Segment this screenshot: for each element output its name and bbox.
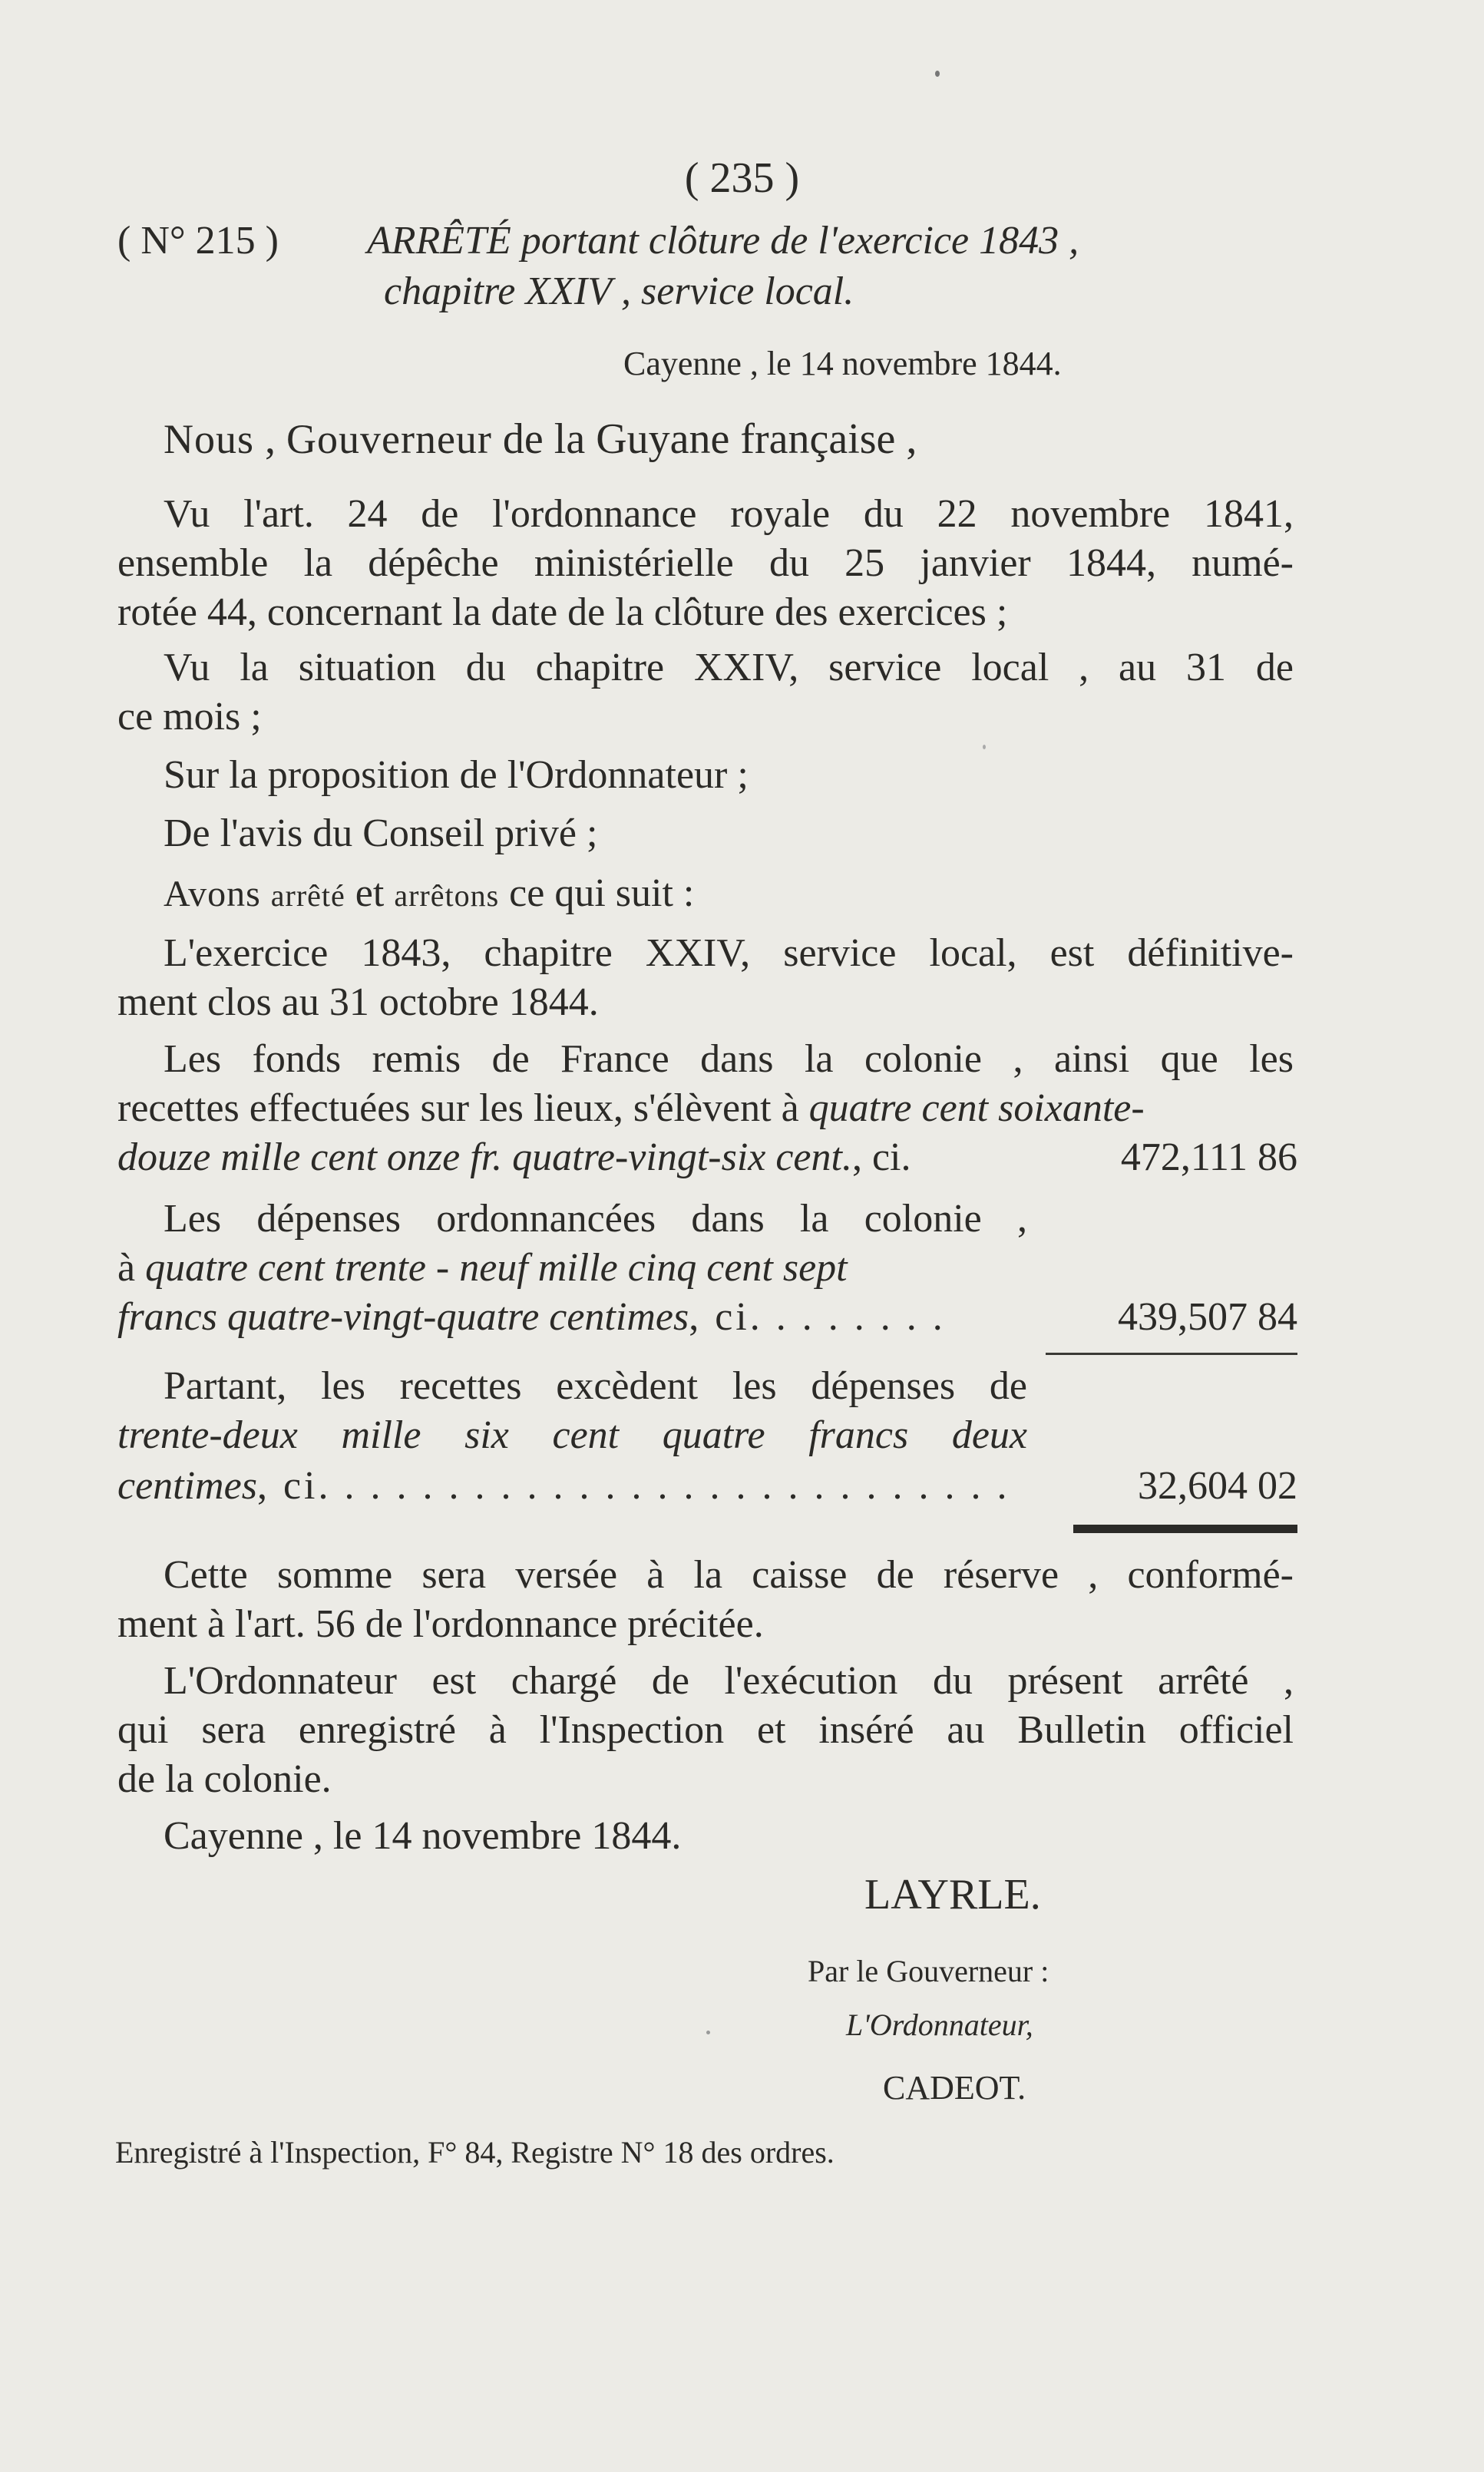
ordonnateur-line2: qui sera enregistré à l'Inspection et inséré au Bulletin officiel — [117, 1708, 1294, 1752]
fonds-line2-text: recettes effectuées sur les lieux, s'élèvent à — [117, 1086, 809, 1130]
avons-rest: ce qui suit : — [509, 871, 695, 915]
ordonnateur-line3: de la colonie. — [117, 1757, 332, 1801]
registration-footer: Enregistré à l'Inspection, F° 84, Registre N° 18 des ordres. — [115, 2135, 835, 2170]
signature-governor: LAYRLE. — [864, 1871, 1041, 1918]
fonds-line3-ci: , ci. — [851, 1135, 911, 1179]
vu2-line2: ce mois ; — [117, 695, 262, 739]
depenses-line3 — [117, 1294, 946, 1340]
exercice-line1: L'exercice 1843, chapitre XXIV, service local, est définitive- — [164, 931, 1294, 975]
date-line: Cayenne , le 14 novembre 1844. — [623, 345, 1062, 382]
et-word: et — [355, 871, 385, 915]
exercice-line2: ment clos au 31 octobre 1844. — [117, 980, 599, 1024]
depenses-line2-a: à — [117, 1246, 146, 1290]
decree-title-line2: chapitre XXIV , service local. — [384, 269, 854, 313]
paper-speck — [983, 745, 986, 749]
preamble-rest: de la Guyane française , — [502, 415, 917, 463]
fonds-line3-amount-words: douze mille cent onze fr. quatre-vingt-six cent. — [117, 1135, 852, 1179]
fonds-line2 — [117, 1086, 1145, 1131]
depenses-line3-amount-words: francs quatre-vingt-quatre centimes — [117, 1295, 689, 1339]
ordonnateur-line1: L'Ordonnateur est chargé de l'exécution du présent arrêté , — [164, 1659, 1294, 1703]
signature-ordonnateur-title: L'Ordonnateur, — [846, 2008, 1033, 2042]
paper-speck — [935, 71, 940, 77]
somme-line1: Cette somme sera versée à la caisse de réserve , conformé- — [164, 1553, 1294, 1597]
partant-line3 — [117, 1463, 1010, 1509]
vu1-line2: ensemble la dépêche ministérielle du 25 janvier 1844, numé- — [117, 541, 1294, 585]
fonds-line1: Les fonds remis de France dans la colonie , ainsi que les — [164, 1037, 1294, 1081]
signature-ordonnateur-name: CADEOT. — [883, 2069, 1026, 2107]
avis-conseil: De l'avis du Conseil privé ; — [164, 811, 598, 855]
depenses-line2-amount-words: quatre cent trente - neuf mille cinq cent sept — [145, 1246, 848, 1290]
vu1-line1: Vu l'art. 24 de l'ordonnance royale du 22 novembre 1841, — [164, 492, 1294, 536]
amount-excedent: 32,604 02 — [1138, 1464, 1297, 1508]
closing-date: Cayenne , le 14 novembre 1844. — [164, 1814, 682, 1858]
avons-arrete — [164, 871, 694, 916]
depenses-line2 — [117, 1245, 848, 1291]
decree-title-line1: ARRÊTÉ portant clôture de l'exercice 1843 , — [367, 219, 1079, 263]
amount-recettes: 472,111 86 — [1120, 1135, 1297, 1179]
preamble: Nous , Gouverneur de la Guyane française , — [164, 415, 917, 463]
arrete-word: arrêté — [270, 878, 345, 913]
partant-line2: trente-deux mille six cent quatre francs deux — [117, 1413, 1027, 1457]
partant-line1: Partant, les recettes excèdent les dépenses de — [164, 1364, 1027, 1408]
paper-speck — [706, 2031, 710, 2034]
page-number: ( 235 ) — [684, 154, 800, 202]
fonds-line2-amount-words: quatre cent soixante- — [808, 1086, 1145, 1130]
depenses-line1: Les dépenses ordonnancées dans la colonie , — [164, 1197, 1027, 1241]
partant-line3-ci: , ci. . . . . . . . . . . . . . . . . . . . . . . . . . . — [256, 1464, 1010, 1508]
amount-depenses: 439,507 84 — [1118, 1295, 1297, 1339]
depenses-line3-ci: , ci. . . . . . . . — [689, 1295, 946, 1339]
sur-proposition: Sur la proposition de l'Ordonnateur ; — [164, 753, 749, 797]
vu1-line3: rotée 44, concernant la date de la clôture des exercices ; — [117, 590, 1008, 634]
preamble-nous: Nous — [164, 416, 255, 462]
total-rule — [1073, 1525, 1297, 1533]
vu2-line1: Vu la situation du chapitre XXIV, service local , au 31 de — [164, 646, 1294, 689]
fonds-line3 — [117, 1135, 911, 1180]
signature-par-le-gouverneur: Par le Gouverneur : — [808, 1954, 1049, 1988]
arretons-word: arrêtons — [394, 878, 500, 913]
decree-number: ( N° 215 ) — [117, 219, 279, 263]
sum-rule — [1046, 1353, 1297, 1355]
somme-line2: ment à l'art. 56 de l'ordonnance précitée. — [117, 1602, 764, 1646]
avons-word: Avons — [164, 874, 261, 914]
partant-line3-words: centimes — [117, 1464, 257, 1508]
preamble-gouverneur: Gouverneur — [286, 416, 492, 462]
